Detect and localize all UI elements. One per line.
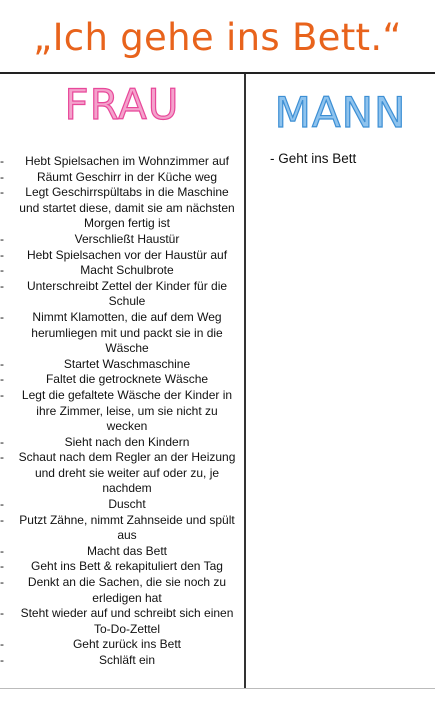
list-item-text: Steht wieder auf und schreibt sich einen To-Do-Zettel	[20, 606, 234, 636]
list-item-text: Macht das Bett	[86, 543, 168, 558]
list-item-dash: -	[0, 185, 4, 200]
list-item-dash: -	[0, 231, 4, 246]
list-item-text: Denkt an die Sachen, die sie noch zu erledigen hat	[27, 575, 227, 605]
list-item-text: Geht ins Bett & rekapituliert den Tag	[31, 559, 223, 574]
list-item-dash: -	[0, 559, 4, 574]
list-item-text: Duscht	[108, 497, 146, 512]
list-item	[0, 248, 244, 264]
list-item	[0, 154, 244, 170]
list-item-dash: -	[0, 512, 4, 527]
list-item	[0, 279, 244, 310]
list-item-dash: -	[0, 263, 4, 278]
list-item-text: Räumt Geschirr in der Küche weg	[36, 169, 218, 184]
list-item-dash: -	[0, 387, 4, 402]
list-item-dash: -	[0, 154, 4, 168]
frau-heading: FRAU	[64, 80, 180, 129]
frau-list	[0, 154, 244, 669]
list-item-text: Schaut nach dem Regler an der Heizung und dreht sie weiter auf oder zu, je nachdem	[18, 450, 236, 496]
bottom-divider	[0, 688, 435, 689]
list-item-dash: -	[0, 372, 4, 387]
list-item-text: Macht Schulbrote	[80, 263, 174, 278]
list-item-dash: -	[0, 247, 4, 262]
list-item-dash: -	[0, 497, 4, 512]
list-item-text: Verschließt Haustür	[74, 231, 180, 246]
list-item	[0, 310, 244, 357]
list-item-text: Legt die gefaltete Wäsche der Kinder in ihre Zimmer, leise, um sie nicht zu wecken	[21, 387, 233, 434]
list-item	[0, 388, 244, 435]
list-item	[0, 544, 244, 560]
list-item-dash: -	[0, 450, 4, 465]
list-item-text: Unterschreibt Zettel der Kinder für die Schule	[26, 278, 228, 309]
list-item	[0, 435, 244, 451]
list-item-text: Hebt Spielsachen im Wohnzimmer auf	[25, 154, 229, 168]
list-item-dash: -	[0, 653, 4, 667]
list-item-text: Hebt Spielsachen vor der Haustür auf	[26, 247, 228, 262]
list-item-dash: -	[0, 543, 4, 558]
list-item-text: Faltet die getrocknete Wäsche	[45, 372, 209, 387]
list-item	[0, 497, 244, 513]
list-item	[0, 637, 244, 653]
list-item	[0, 653, 244, 669]
list-item-dash: -	[0, 356, 4, 371]
mann-heading: MANN	[274, 88, 407, 137]
list-item	[0, 170, 244, 186]
list-item	[0, 575, 244, 606]
list-item	[0, 450, 244, 497]
list-item-dash: -	[0, 637, 4, 652]
page-title: „Ich gehe ins Bett.“	[33, 15, 402, 59]
list-item-text: Legt Geschirrspültabs in die Maschine und startet diese, damit sie am nächsten Morgen fertig ist	[19, 185, 235, 231]
list-item-dash: -	[0, 575, 4, 590]
list-item	[0, 606, 244, 637]
list-item	[0, 559, 244, 575]
list-item-text: Putzt Zähne, nimmt Zahnseide und spült aus	[19, 512, 235, 543]
list-item-dash: -	[0, 434, 4, 449]
list-item-text: Schläft ein	[98, 653, 156, 667]
list-item-dash: -	[0, 309, 4, 324]
column-divider	[244, 74, 246, 688]
list-item	[0, 263, 244, 279]
list-item-text: Startet Waschmaschine	[63, 356, 191, 371]
list-item	[0, 185, 244, 232]
list-item-dash: -	[0, 169, 4, 184]
list-item	[0, 372, 244, 388]
title-bar	[0, 0, 435, 74]
list-item-text: Geht zurück ins Bett	[72, 637, 182, 652]
list-item-dash: -	[0, 606, 4, 621]
mann-item: - Geht ins Bett	[270, 151, 357, 166]
list-item-text: Nimmt Klamotten, die auf dem Weg herumliegen mit und packt sie in die Wäsche	[31, 309, 223, 356]
list-item-dash: -	[0, 278, 4, 293]
list-item	[0, 357, 244, 373]
list-item	[0, 513, 244, 544]
list-item-text: Sieht nach den Kindern	[64, 434, 190, 449]
list-item	[0, 232, 244, 248]
